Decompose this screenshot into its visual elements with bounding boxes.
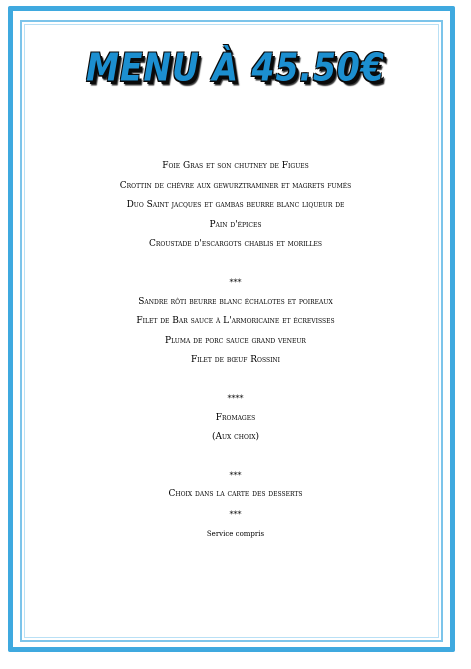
menu-item-cheese-note: (Aux choix) <box>211 432 260 443</box>
menu-item-starter: Foie Gras et son chutney de Figues <box>162 161 309 171</box>
menu-item-main: Sandre rôti beurre blanc échalotes et poireaux <box>138 296 333 307</box>
service-note: Service compris <box>206 529 265 538</box>
menu-item-dessert: Choix dans la carte des desserts <box>168 489 303 500</box>
course-separator: **** <box>227 393 244 403</box>
menu-item-main: Pluma de porc sauce grand veneur <box>165 335 306 346</box>
menu-item-main: Filet de Bar sauce à L'armoricaine et écrevisses <box>136 316 335 327</box>
menu-item-starter-continued: Pain d'épices <box>209 219 262 230</box>
menu-item-starter: Croustade d'escargots chablis et morilles <box>149 239 322 250</box>
course-separator: *** <box>229 509 242 519</box>
menu-item-starter: Duo Saint jacques et gambas beurre blanc liqueur de <box>126 200 345 211</box>
menu-title: MENU À 45.50€ <box>86 45 385 90</box>
menu-item-cheese: Fromages <box>215 412 256 423</box>
course-separator: *** <box>229 277 242 287</box>
menu-body <box>0 157 471 544</box>
menu-item-main: Filet de bœuf Rossini <box>190 355 281 366</box>
course-separator: *** <box>229 470 242 480</box>
menu-item-starter: Crottin de chèvre aux gewurztraminer et magrets fumés <box>119 180 352 191</box>
